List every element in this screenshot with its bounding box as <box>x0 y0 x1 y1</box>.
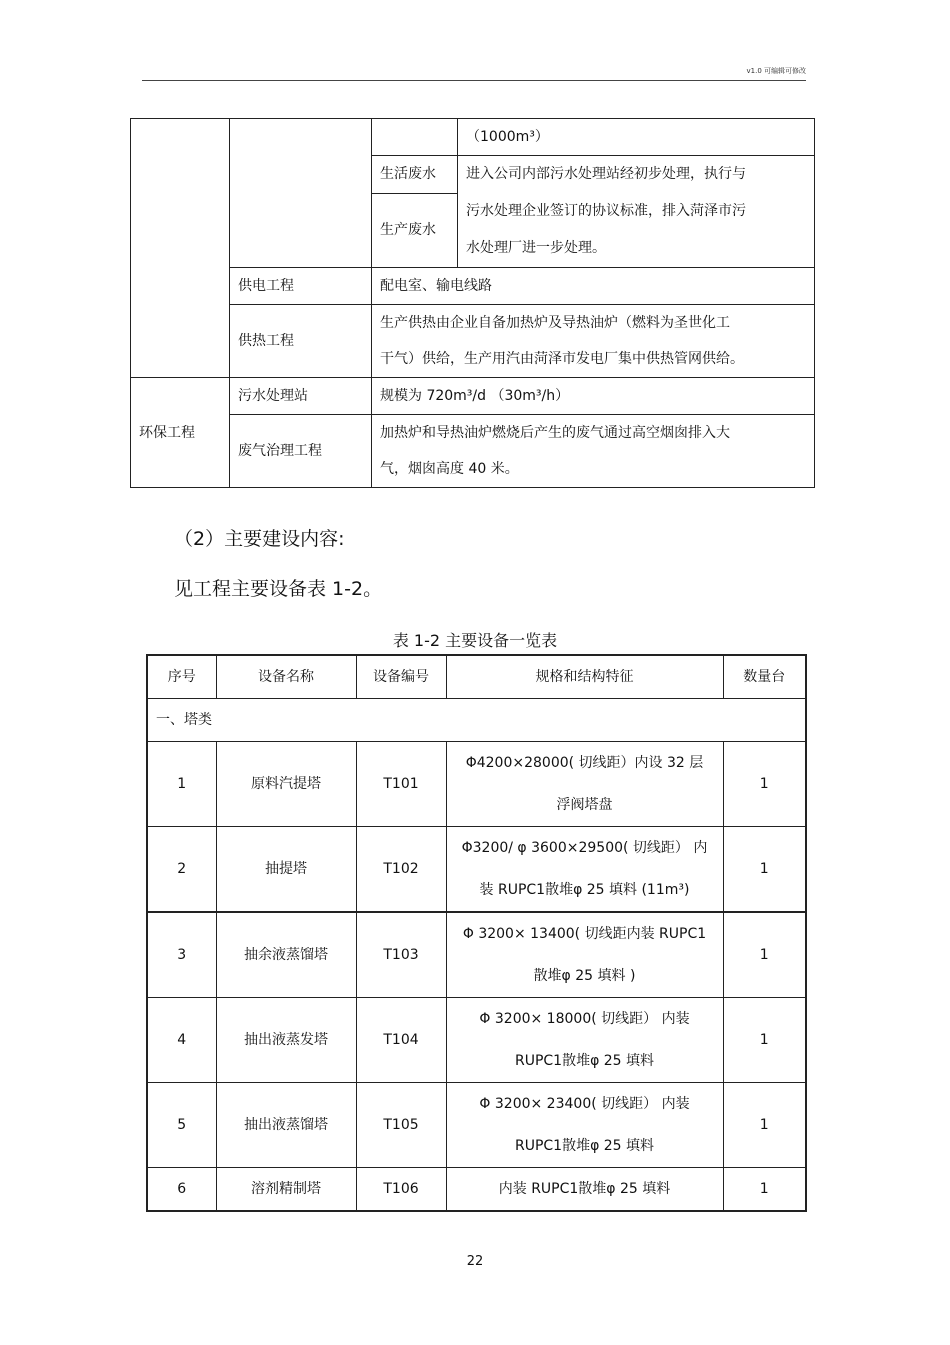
row-spec-line-2: RUPC1散堆φ 25 填料 <box>514 1053 655 1069</box>
section-heading: （2）主要建设内容: <box>174 528 345 550</box>
row-no: 6 <box>147 1168 216 1212</box>
table-row <box>147 912 806 998</box>
row-code: T105 <box>356 1083 446 1168</box>
row-spec-line-2: 浮阀塔盘 <box>556 797 613 813</box>
wastewater-line-3: 水处理厂进一步处理。 <box>466 240 606 256</box>
exhaust-line-1: 加热炉和导热油炉燃烧后产生的废气通过高空烟囱排入大 <box>380 425 730 441</box>
row-no: 2 <box>147 827 216 913</box>
exhaust-treatment-value <box>372 415 815 488</box>
wastewater-treatment-cell <box>458 156 815 268</box>
header-spec: 规格和结构特征 <box>446 655 723 699</box>
group-cell-empty <box>131 119 230 378</box>
subgroup-cell-empty <box>230 119 372 268</box>
row-no: 4 <box>147 998 216 1083</box>
table-row <box>147 1168 806 1212</box>
table-row <box>147 742 806 827</box>
row-no: 5 <box>147 1083 216 1168</box>
page-number: 22 <box>466 1254 484 1269</box>
row-qty: 1 <box>723 1083 806 1168</box>
row-qty: 1 <box>723 912 806 998</box>
row-code: T102 <box>356 827 446 913</box>
volume-cell: （1000m³） <box>458 119 815 156</box>
exhaust-treatment-label: 废气治理工程 <box>230 415 372 488</box>
production-wastewater-label: 生产废水 <box>372 193 458 267</box>
heat-supply-label: 供热工程 <box>230 305 372 378</box>
row-spec-line-2: 装 RUPC1散堆φ 25 填料 (11m³) <box>479 882 690 898</box>
heat-supply-line-1: 生产供热由企业自备加热炉及导热油炉（燃料为圣世化工 <box>380 315 730 331</box>
row-spec <box>446 1083 723 1168</box>
table-row <box>147 998 806 1083</box>
header-rule <box>142 80 806 81</box>
row-code: T104 <box>356 998 446 1083</box>
row-spec-line-1: Φ4200×28000( 切线距）内设 32 层 <box>465 755 704 771</box>
equipment-table <box>146 654 807 1212</box>
env-protection-label: 环保工程 <box>131 378 230 488</box>
sewage-station-label: 污水处理站 <box>230 378 372 415</box>
wastewater-line-1: 进入公司内部污水处理站经初步处理，执行与 <box>466 166 746 182</box>
row-name: 抽余液蒸馏塔 <box>216 912 356 998</box>
row-code: T106 <box>356 1168 446 1212</box>
row-spec-line-1: Φ 3200× 23400( 切线距） 内装 <box>479 1096 690 1112</box>
row-spec: 内装 RUPC1散堆φ 25 填料 <box>446 1168 723 1212</box>
row-qty: 1 <box>723 827 806 913</box>
table-row <box>147 827 806 913</box>
row-name: 抽提塔 <box>216 827 356 913</box>
row-spec <box>446 827 723 913</box>
header-code: 设备编号 <box>356 655 446 699</box>
header-no: 序号 <box>147 655 216 699</box>
sewage-station-value: 规模为 720m³/d （30m³/h） <box>372 378 815 415</box>
exhaust-line-2: 气，烟囱高度 40 米。 <box>380 461 519 477</box>
engineering-table <box>130 118 815 488</box>
header-version: v1.0 可编辑可修改 <box>746 67 806 75</box>
row-qty: 1 <box>723 998 806 1083</box>
row-spec-line-1: Φ3200/ φ 3600×29500( 切线距） 内 <box>461 840 708 856</box>
table-row <box>147 1083 806 1168</box>
power-supply-value: 配电室、输电线路 <box>372 268 815 305</box>
row-no: 3 <box>147 912 216 998</box>
header-name: 设备名称 <box>216 655 356 699</box>
row-spec <box>446 998 723 1083</box>
domestic-wastewater-label: 生活废水 <box>372 156 458 194</box>
heat-supply-value <box>372 305 815 378</box>
group-row-towers: 一、塔类 <box>147 699 806 742</box>
row-name: 原料汽提塔 <box>216 742 356 827</box>
header-qty: 数量台 <box>723 655 806 699</box>
row-name: 抽出液蒸馏塔 <box>216 1083 356 1168</box>
row-qty: 1 <box>723 742 806 827</box>
row-name: 溶剂精制塔 <box>216 1168 356 1212</box>
row-code: T101 <box>356 742 446 827</box>
row-spec-line-1: Φ 3200× 13400( 切线距内装 RUPC1 <box>462 926 707 942</box>
row-qty: 1 <box>723 1168 806 1212</box>
cell-empty <box>372 119 458 156</box>
row-spec-line-2: RUPC1散堆φ 25 填料 <box>514 1138 655 1154</box>
row-spec <box>446 742 723 827</box>
table-caption: 表 1-2 主要设备一览表 <box>392 631 558 650</box>
row-name: 抽出液蒸发塔 <box>216 998 356 1083</box>
power-supply-label: 供电工程 <box>230 268 372 305</box>
row-spec-line-1: Φ 3200× 18000( 切线距） 内装 <box>479 1011 690 1027</box>
row-code: T103 <box>356 912 446 998</box>
row-spec <box>446 912 723 998</box>
row-spec-line-2: 散堆φ 25 填料 ) <box>533 968 636 984</box>
wastewater-line-2: 污水处理企业签订的协议标准，排入菏泽市污 <box>466 203 746 219</box>
row-no: 1 <box>147 742 216 827</box>
heat-supply-line-2: 干气）供给，生产用汽由菏泽市发电厂集中供热管网供给。 <box>380 351 744 367</box>
section-body: 见工程主要设备表 1-2。 <box>174 578 383 600</box>
